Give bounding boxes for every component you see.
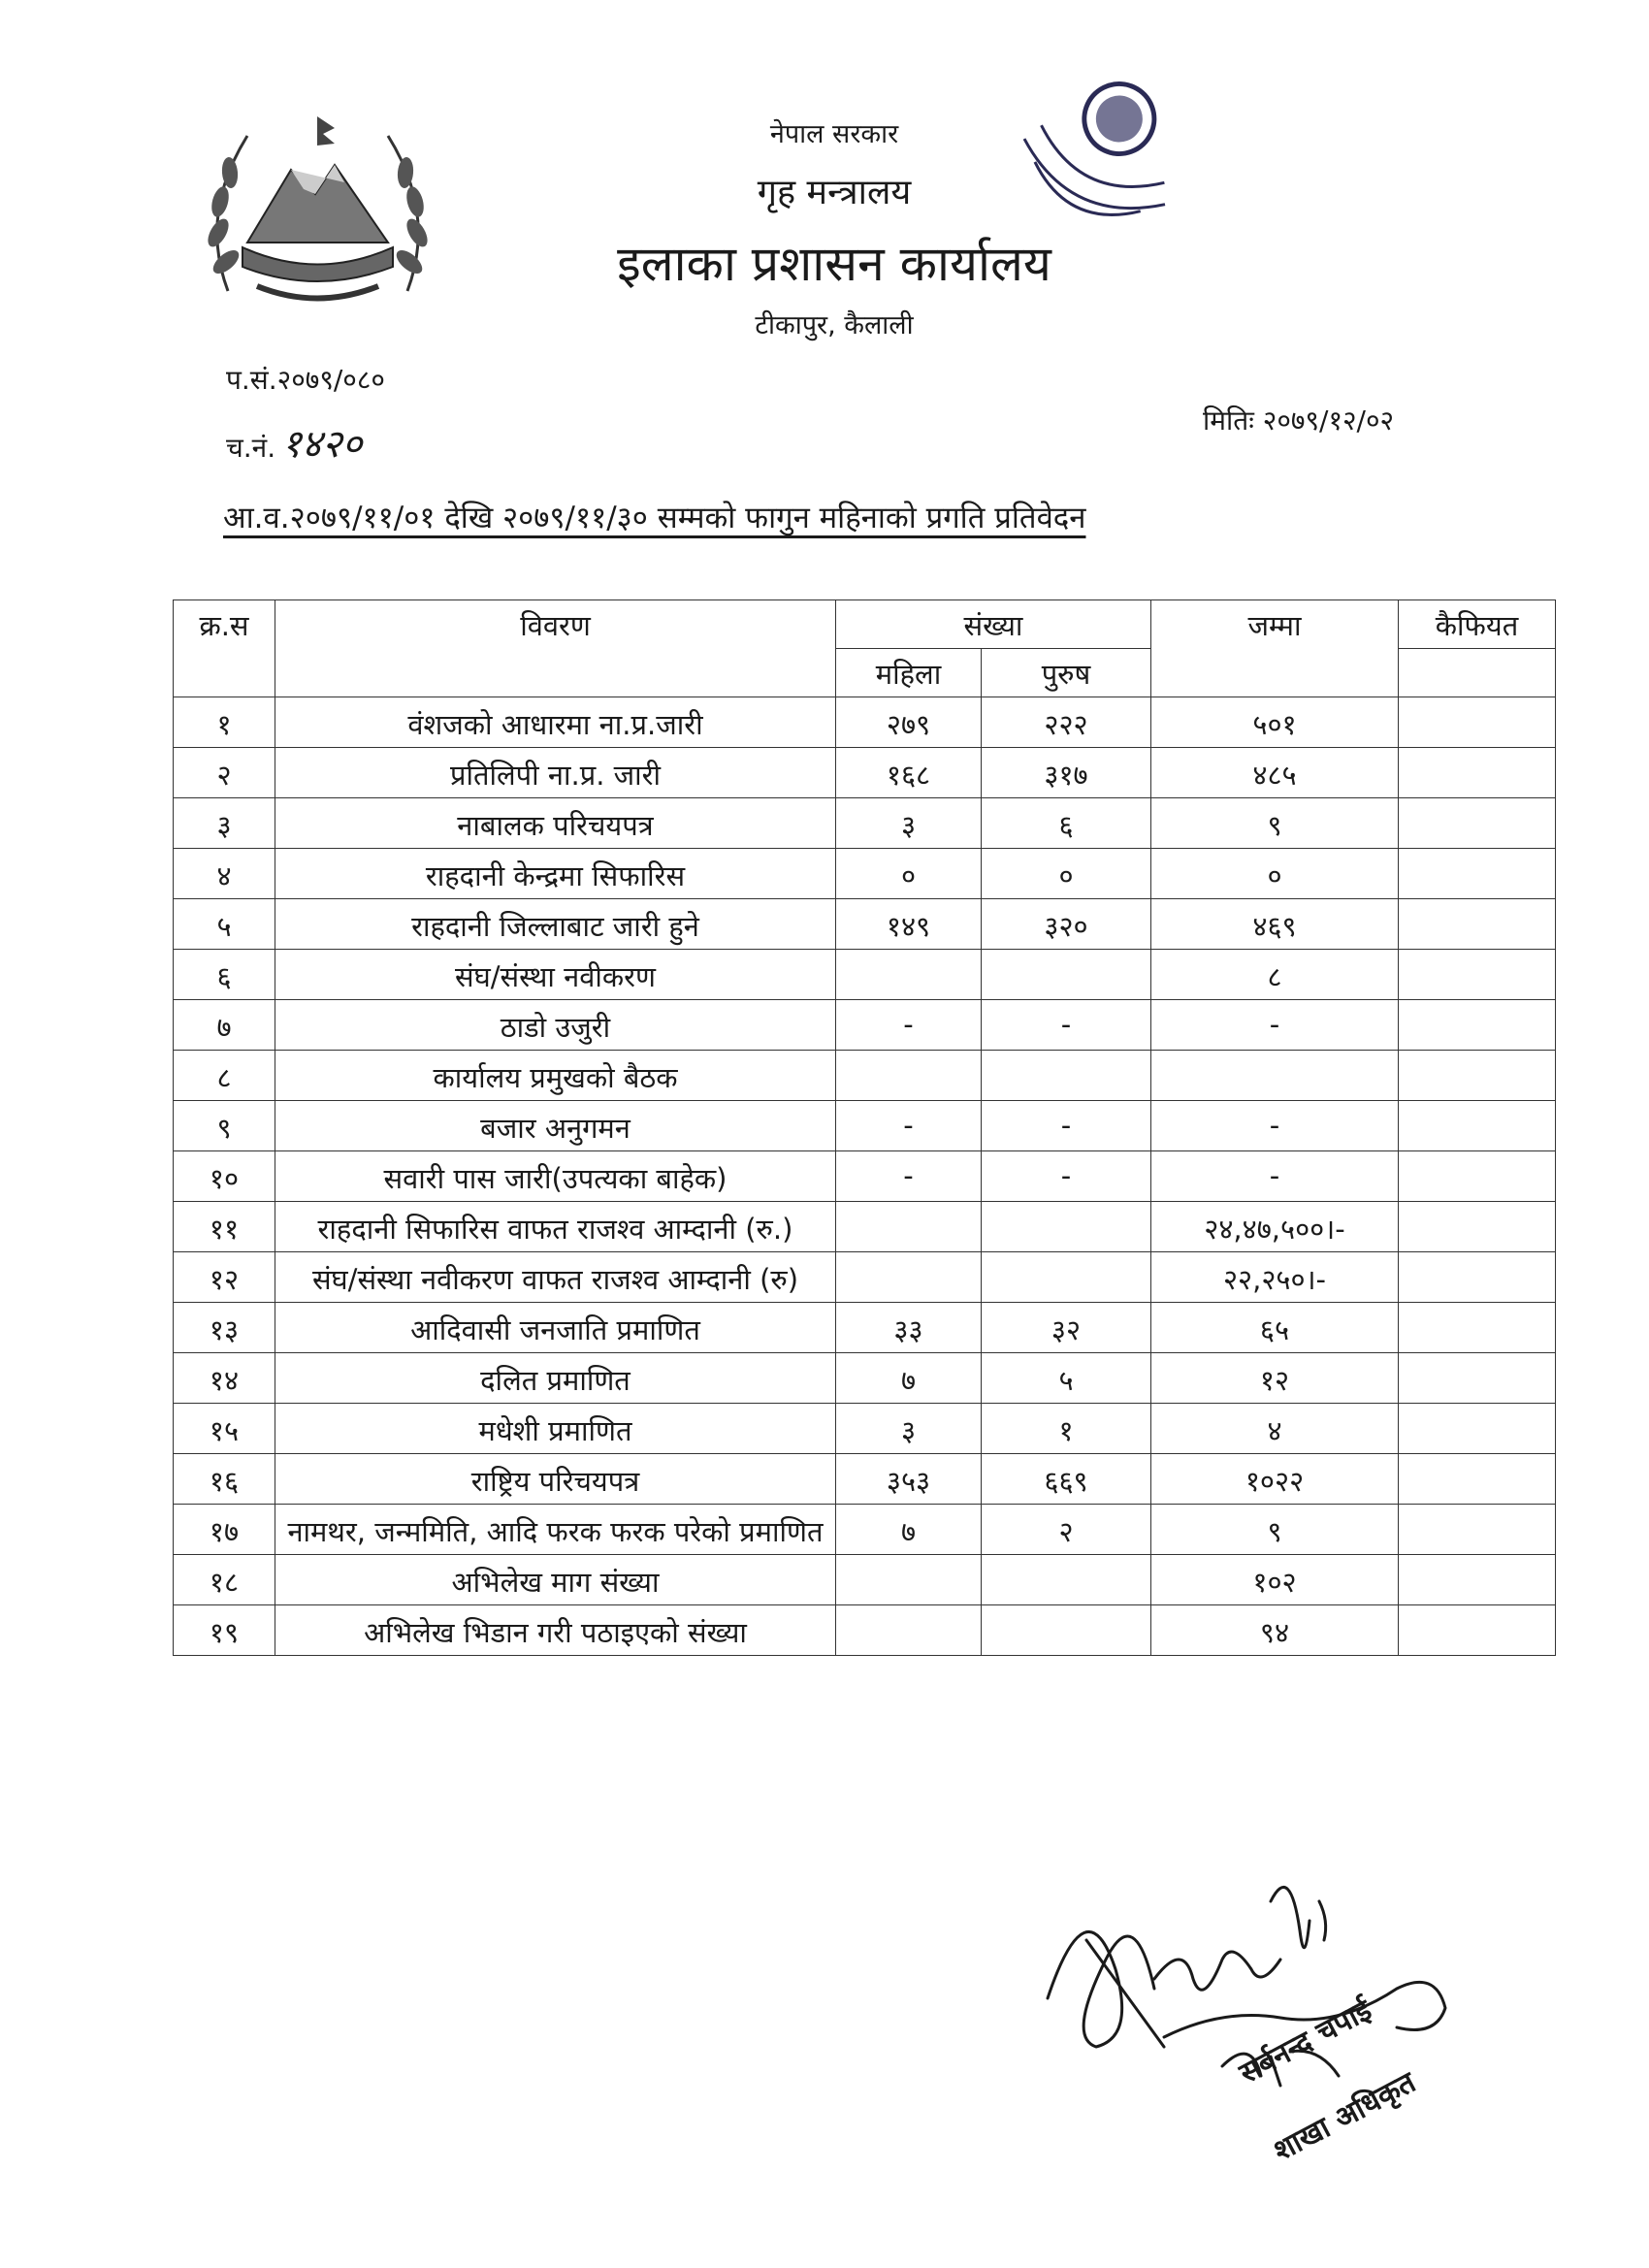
- cell-sn: ८: [174, 1051, 275, 1101]
- cell-remarks: [1399, 950, 1556, 1000]
- dispatch-value: १४२०: [281, 422, 363, 467]
- cell-male: -: [982, 1101, 1151, 1151]
- cell-male: [982, 1202, 1151, 1252]
- nepal-emblem-icon: [189, 97, 446, 315]
- cell-total: १२: [1151, 1353, 1399, 1404]
- cell-sn: ६: [174, 950, 275, 1000]
- cell-remarks: [1399, 1303, 1556, 1353]
- cell-total: ५०१: [1151, 697, 1399, 748]
- table-row: [174, 1202, 1556, 1252]
- dispatch-number: [226, 415, 362, 469]
- office-location: टीकापुर, कैलाली: [755, 310, 914, 340]
- cell-remarks: [1399, 1454, 1556, 1505]
- cell-description: ठाडो उजुरी: [275, 1000, 836, 1051]
- table-row: [174, 1555, 1556, 1605]
- progress-report-table: [173, 599, 1556, 1656]
- cell-male: -: [982, 1000, 1151, 1051]
- cell-remarks: [1399, 1202, 1556, 1252]
- table-row: [174, 1353, 1556, 1404]
- cell-male: [982, 1051, 1151, 1101]
- cell-sn: १५: [174, 1404, 275, 1454]
- cell-description: वंशजको आधारमा ना.प्र.जारी: [275, 697, 836, 748]
- cell-sn: १७: [174, 1505, 275, 1555]
- header-total: जम्मा: [1151, 600, 1399, 697]
- cell-male: ५: [982, 1353, 1151, 1404]
- table-header-row: [174, 600, 1556, 649]
- cell-description: प्रतिलिपी ना.प्र. जारी: [275, 748, 836, 798]
- cell-male: -: [982, 1151, 1151, 1202]
- cell-remarks: [1399, 1051, 1556, 1101]
- cell-male: [982, 1605, 1151, 1656]
- table-row: [174, 1404, 1556, 1454]
- cell-sn: ३: [174, 798, 275, 849]
- cell-total: ९: [1151, 798, 1399, 849]
- cell-female: [836, 1202, 982, 1252]
- cell-sn: १: [174, 697, 275, 748]
- table-row: [174, 798, 1556, 849]
- cell-sn: ११: [174, 1202, 275, 1252]
- cell-male: [982, 1252, 1151, 1303]
- cell-description: मधेशी प्रमाणित: [275, 1404, 836, 1454]
- cell-remarks: [1399, 1353, 1556, 1404]
- cell-remarks: [1399, 798, 1556, 849]
- cell-description: नाबालक परिचयपत्र: [275, 798, 836, 849]
- cell-male: ३१७: [982, 748, 1151, 798]
- cell-female: १६८: [836, 748, 982, 798]
- header-sn: क्र.स: [174, 600, 275, 697]
- cell-female: [836, 1555, 982, 1605]
- cell-female: [836, 1605, 982, 1656]
- cell-female: [836, 950, 982, 1000]
- cell-total: ०: [1151, 849, 1399, 899]
- cell-total: ९४: [1151, 1605, 1399, 1656]
- cell-female: ३५३: [836, 1454, 982, 1505]
- cell-description: अभिलेख माग संख्या: [275, 1555, 836, 1605]
- cell-female: १४९: [836, 899, 982, 950]
- table-row: [174, 1000, 1556, 1051]
- cell-remarks: [1399, 899, 1556, 950]
- cell-total: ४६९: [1151, 899, 1399, 950]
- cell-sn: १०: [174, 1151, 275, 1202]
- cell-female: -: [836, 1101, 982, 1151]
- cell-total: १०२२: [1151, 1454, 1399, 1505]
- table-row: [174, 1051, 1556, 1101]
- cell-remarks: [1399, 1404, 1556, 1454]
- signatory-designation: शाखा अधिकृत: [1268, 2065, 1422, 2169]
- cell-female: ३३: [836, 1303, 982, 1353]
- cell-description: राहदानी सिफारिस वाफत राजश्व आम्दानी (रु.): [275, 1202, 836, 1252]
- cell-sn: ४: [174, 849, 275, 899]
- table-row: [174, 1505, 1556, 1555]
- cell-male: ६: [982, 798, 1151, 849]
- cell-description: अभिलेख भिडान गरी पठाइएको संख्या: [275, 1605, 836, 1656]
- cell-description: दलित प्रमाणित: [275, 1353, 836, 1404]
- cell-description: संघ/संस्था नवीकरण वाफत राजश्व आम्दानी (रु): [275, 1252, 836, 1303]
- cell-description: राहदानी जिल्लाबाट जारी हुने: [275, 899, 836, 950]
- document-date: मितिः २०७९/१२/०२: [1203, 405, 1395, 437]
- cell-sn: १८: [174, 1555, 275, 1605]
- table-row: [174, 899, 1556, 950]
- cell-female: ७: [836, 1353, 982, 1404]
- cell-male: [982, 1555, 1151, 1605]
- cell-description: सवारी पास जारी(उपत्यका बाहेक): [275, 1151, 836, 1202]
- cell-description: आदिवासी जनजाति प्रमाणित: [275, 1303, 836, 1353]
- cell-description: राष्ट्रिय परिचयपत्र: [275, 1454, 836, 1505]
- table-row: [174, 1303, 1556, 1353]
- cell-female: २७९: [836, 697, 982, 748]
- cell-remarks: [1399, 1605, 1556, 1656]
- cell-sn: १६: [174, 1454, 275, 1505]
- office-name: इलाका प्रशासन कार्यालय: [617, 236, 1051, 292]
- dispatch-label: च.नं.: [226, 432, 276, 464]
- cell-remarks: [1399, 1505, 1556, 1555]
- header-remarks: कैफियत: [1399, 600, 1556, 649]
- cell-description: संघ/संस्था नवीकरण: [275, 950, 836, 1000]
- cell-female: ०: [836, 849, 982, 899]
- cell-male: २: [982, 1505, 1151, 1555]
- header-female: महिला: [836, 649, 982, 697]
- table-row: [174, 748, 1556, 798]
- cell-sn: २: [174, 748, 275, 798]
- cell-female: -: [836, 1000, 982, 1051]
- ministry-name: गृह मन्त्रालय: [757, 173, 912, 212]
- cell-sn: १२: [174, 1252, 275, 1303]
- cell-total: २२,२५०।-: [1151, 1252, 1399, 1303]
- table-row: [174, 1605, 1556, 1656]
- cell-male: २२२: [982, 697, 1151, 748]
- table-row: [174, 950, 1556, 1000]
- reference-number: प.सं.२०७९/०८०: [226, 364, 385, 396]
- header-male: पुरुष: [982, 649, 1151, 697]
- cell-total: ८: [1151, 950, 1399, 1000]
- cell-male: १: [982, 1404, 1151, 1454]
- table-row: [174, 697, 1556, 748]
- cell-description: बजार अनुगमन: [275, 1101, 836, 1151]
- cell-remarks: [1399, 1000, 1556, 1051]
- cell-female: -: [836, 1151, 982, 1202]
- cell-total: ४८५: [1151, 748, 1399, 798]
- header-description: विवरण: [275, 600, 836, 697]
- cell-remarks: [1399, 1151, 1556, 1202]
- cell-total: [1151, 1051, 1399, 1101]
- cell-sn: ५: [174, 899, 275, 950]
- cell-female: [836, 1252, 982, 1303]
- cell-remarks: [1399, 697, 1556, 748]
- cell-description: राहदानी केन्द्रमा सिफारिस: [275, 849, 836, 899]
- cell-sn: ७: [174, 1000, 275, 1051]
- cell-description: कार्यालय प्रमुखको बैठक: [275, 1051, 836, 1101]
- cell-total: -: [1151, 1101, 1399, 1151]
- cell-male: ३२: [982, 1303, 1151, 1353]
- cell-female: ३: [836, 798, 982, 849]
- cell-remarks: [1399, 849, 1556, 899]
- header-count: संख्या: [836, 600, 1151, 649]
- table-row: [174, 1101, 1556, 1151]
- table-body: [174, 697, 1556, 1656]
- cell-total: ९: [1151, 1505, 1399, 1555]
- cell-total: १०२: [1151, 1555, 1399, 1605]
- table-row: [174, 1252, 1556, 1303]
- cell-total: ४: [1151, 1404, 1399, 1454]
- cell-total: -: [1151, 1151, 1399, 1202]
- cell-total: २४,४७,५००।-: [1151, 1202, 1399, 1252]
- cell-total: ६५: [1151, 1303, 1399, 1353]
- cell-male: ३२०: [982, 899, 1151, 950]
- cell-female: ३: [836, 1404, 982, 1454]
- cell-remarks: [1399, 1252, 1556, 1303]
- cell-male: [982, 950, 1151, 1000]
- cell-description: नामथर, जन्ममिति, आदि फरक फरक परेको प्रमाणित: [275, 1505, 836, 1555]
- report-title: आ.व.२०७९/११/०१ देखि २०७९/११/३० सम्मको फागुन महिनाको प्रगति प्रतिवेदन: [223, 501, 1086, 535]
- table-row: [174, 849, 1556, 899]
- cell-sn: १९: [174, 1605, 275, 1656]
- cell-male: ६६९: [982, 1454, 1151, 1505]
- cell-male: ०: [982, 849, 1151, 899]
- signatory-name: सर्बनन्द चपाई: [1234, 1993, 1377, 2091]
- cell-female: ७: [836, 1505, 982, 1555]
- header-remarks-sub: [1399, 649, 1556, 697]
- cell-female: [836, 1051, 982, 1101]
- cell-remarks: [1399, 1555, 1556, 1605]
- cell-total: -: [1151, 1000, 1399, 1051]
- cell-sn: १३: [174, 1303, 275, 1353]
- cell-sn: ९: [174, 1101, 275, 1151]
- table-row: [174, 1151, 1556, 1202]
- cell-remarks: [1399, 1101, 1556, 1151]
- government-name: नेपाल सरकार: [769, 119, 899, 149]
- cell-remarks: [1399, 748, 1556, 798]
- cell-sn: १४: [174, 1353, 275, 1404]
- table-row: [174, 1454, 1556, 1505]
